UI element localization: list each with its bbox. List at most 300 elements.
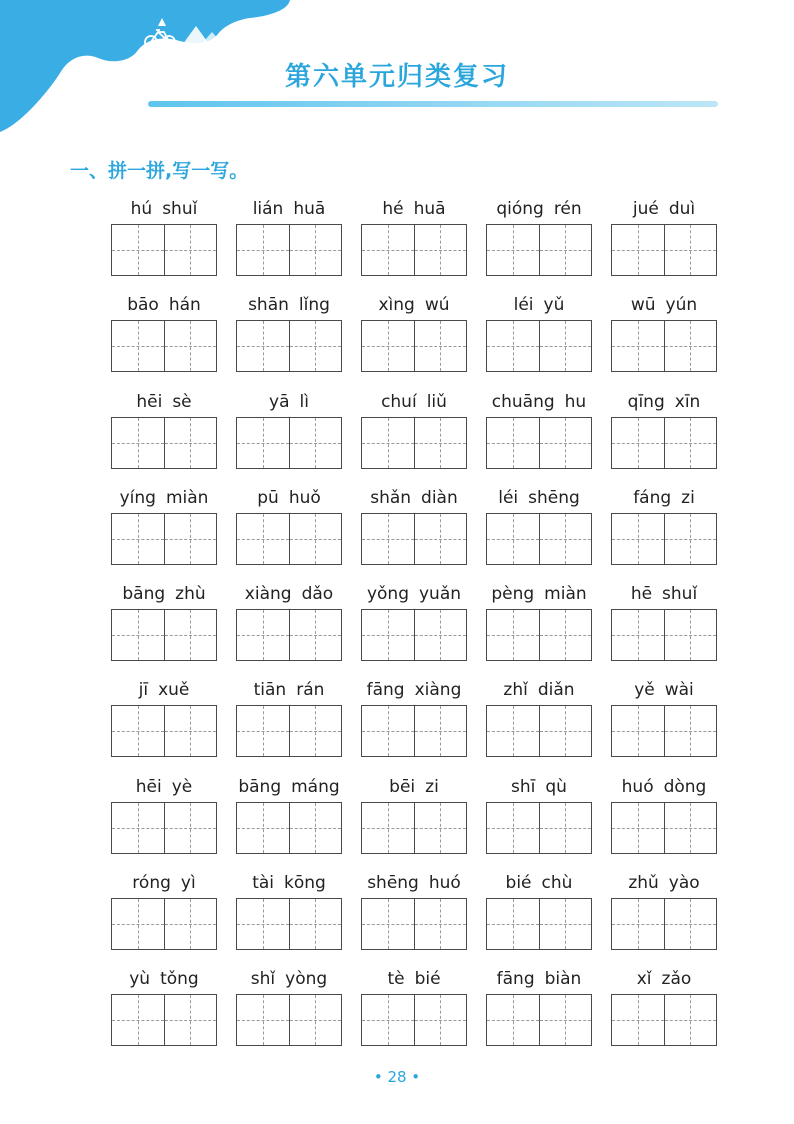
tianzige-cell[interactable]: [164, 418, 217, 468]
pinyin-syllable: shuǐ: [162, 199, 198, 219]
tianzige-cell[interactable]: [414, 995, 467, 1045]
exercise-item: [610, 196, 718, 292]
tianzige-cell[interactable]: [539, 706, 592, 756]
writing-box[interactable]: [486, 802, 592, 854]
tianzige-cell[interactable]: [487, 706, 539, 756]
pinyin-syllable: sè: [172, 391, 192, 412]
tianzige-cell[interactable]: [612, 418, 664, 468]
pinyin-syllable: chuāng: [491, 391, 555, 412]
writing-box[interactable]: [486, 609, 592, 661]
pinyin-syllable: chù: [541, 873, 573, 894]
tianzige-cell[interactable]: [237, 514, 289, 564]
pinyin-label: [610, 196, 718, 222]
pinyin-syllable: fāng: [366, 680, 405, 701]
tianzige-cell[interactable]: [289, 995, 342, 1045]
exercise-item: [485, 870, 593, 966]
exercise-item: [110, 870, 218, 966]
exercise-item: [110, 292, 218, 388]
writing-box[interactable]: [486, 513, 592, 565]
tianzige-cell[interactable]: [539, 899, 592, 949]
writing-box[interactable]: [611, 417, 717, 469]
tianzige-cell[interactable]: [539, 321, 592, 371]
writing-box[interactable]: [611, 513, 717, 565]
pinyin-syllable: qióng: [496, 199, 544, 219]
tianzige-cell[interactable]: [289, 514, 342, 564]
exercise-item: [235, 966, 343, 1062]
tianzige-cell[interactable]: [112, 225, 164, 275]
exercise-item: [235, 774, 343, 870]
pinyin-syllable: shǐ: [250, 969, 276, 990]
exercise-item: [110, 389, 218, 485]
tianzige-cell[interactable]: [612, 803, 664, 853]
tianzige-cell[interactable]: [539, 514, 592, 564]
pinyin-syllable: wài: [664, 680, 694, 701]
writing-box[interactable]: [611, 994, 717, 1046]
pinyin-syllable: zhǔ: [628, 873, 659, 894]
pinyin-label: [485, 196, 593, 222]
tianzige-cell[interactable]: [612, 899, 664, 949]
page-title: 第六单元归类复习: [284, 62, 509, 92]
writing-box[interactable]: [111, 320, 217, 372]
tianzige-cell[interactable]: [237, 706, 289, 756]
pinyin-label: [110, 581, 218, 607]
tianzige-cell[interactable]: [414, 418, 467, 468]
tianzige-cell[interactable]: [362, 995, 414, 1045]
tianzige-cell[interactable]: [539, 418, 592, 468]
exercise-item: [360, 389, 468, 485]
writing-box[interactable]: [236, 994, 342, 1046]
writing-box[interactable]: [111, 417, 217, 469]
pinyin-syllable: yè: [171, 776, 193, 797]
pinyin-syllable: kōng: [284, 873, 326, 894]
tianzige-cell[interactable]: [487, 321, 539, 371]
writing-box[interactable]: [486, 224, 592, 276]
tianzige-cell[interactable]: [237, 899, 289, 949]
tianzige-cell[interactable]: [237, 418, 289, 468]
exercise-item: [360, 485, 468, 581]
pinyin-syllable: dòng: [663, 776, 707, 797]
tianzige-cell[interactable]: [414, 610, 467, 660]
exercise-item: [235, 581, 343, 677]
writing-box[interactable]: [486, 994, 592, 1046]
tianzige-cell[interactable]: [414, 706, 467, 756]
pinyin-label: [360, 389, 468, 415]
pinyin-syllable: yuǎn: [419, 584, 462, 605]
writing-box[interactable]: [236, 609, 342, 661]
tianzige-cell[interactable]: [362, 225, 414, 275]
exercise-item: [485, 292, 593, 388]
pinyin-label: [110, 389, 218, 415]
exercise-item: [235, 389, 343, 485]
pinyin-syllable: lǐng: [298, 295, 330, 316]
pinyin-label: [360, 774, 468, 800]
pinyin-syllable: léi: [513, 295, 534, 316]
pinyin-label: [110, 870, 218, 896]
pinyin-syllable: chuí: [381, 391, 417, 412]
pinyin-label: [360, 196, 468, 222]
writing-box[interactable]: [236, 224, 342, 276]
pinyin-label: [235, 870, 343, 896]
pinyin-syllable: huó: [621, 776, 654, 797]
writing-box[interactable]: [111, 994, 217, 1046]
pinyin-syllable: fāng: [496, 969, 535, 990]
pinyin-label: [110, 292, 218, 318]
pinyin-syllable: wú: [424, 295, 450, 316]
tianzige-cell[interactable]: [289, 706, 342, 756]
writing-box[interactable]: [361, 705, 467, 757]
writing-box[interactable]: [361, 320, 467, 372]
tianzige-cell[interactable]: [362, 803, 414, 853]
pinyin-syllable: shǎn: [370, 487, 412, 508]
pinyin-syllable: rán: [296, 680, 325, 701]
tianzige-cell[interactable]: [237, 610, 289, 660]
pinyin-syllable: shuǐ: [662, 584, 698, 605]
writing-box[interactable]: [611, 609, 717, 661]
exercise-item: [110, 774, 218, 870]
tianzige-cell[interactable]: [362, 321, 414, 371]
pinyin-label: [110, 677, 218, 703]
pinyin-label: [360, 581, 468, 607]
tianzige-cell[interactable]: [164, 899, 217, 949]
pinyin-syllable: máng: [291, 776, 340, 797]
pinyin-label: [610, 966, 718, 992]
pinyin-syllable: bāng: [122, 584, 166, 605]
pinyin-syllable: hu: [564, 391, 587, 412]
writing-box[interactable]: [611, 705, 717, 757]
pinyin-syllable: shēng: [367, 873, 419, 894]
exercise-item: [610, 966, 718, 1062]
pinyin-syllable: hú: [130, 199, 153, 219]
tianzige-cell[interactable]: [664, 899, 717, 949]
tianzige-cell[interactable]: [164, 803, 217, 853]
exercise-item: [485, 581, 593, 677]
pinyin-syllable: bié: [505, 873, 532, 894]
writing-box[interactable]: [361, 417, 467, 469]
pinyin-syllable: qīng: [627, 391, 665, 412]
exercise-item: [360, 292, 468, 388]
pinyin-syllable: yǒng: [366, 584, 409, 605]
pinyin-label: [110, 196, 218, 222]
tianzige-cell[interactable]: [414, 321, 467, 371]
pinyin-syllable: yòng: [285, 969, 328, 990]
tianzige-cell[interactable]: [664, 418, 717, 468]
tianzige-cell[interactable]: [289, 803, 342, 853]
tianzige-cell[interactable]: [487, 899, 539, 949]
tianzige-cell[interactable]: [237, 803, 289, 853]
writing-box[interactable]: [361, 802, 467, 854]
pinyin-syllable: yào: [668, 873, 700, 894]
exercise-grid: [110, 196, 722, 1063]
writing-box[interactable]: [236, 417, 342, 469]
pinyin-syllable: biàn: [544, 969, 582, 990]
pinyin-syllable: róng: [132, 873, 171, 894]
pinyin-label: [235, 485, 343, 511]
pinyin-syllable: duì: [668, 199, 696, 219]
pinyin-syllable: bēi: [389, 776, 416, 797]
pinyin-label: [235, 966, 343, 992]
tianzige-cell[interactable]: [664, 514, 717, 564]
tianzige-cell[interactable]: [164, 321, 217, 371]
writing-box[interactable]: [611, 802, 717, 854]
pinyin-syllable: diàn: [421, 487, 458, 508]
pinyin-label: [360, 677, 468, 703]
tianzige-cell[interactable]: [237, 321, 289, 371]
tianzige-cell[interactable]: [487, 803, 539, 853]
writing-box[interactable]: [611, 898, 717, 950]
pinyin-syllable: bié: [414, 969, 441, 990]
pinyin-label: [485, 774, 593, 800]
pinyin-syllable: liǔ: [426, 391, 447, 412]
tianzige-cell[interactable]: [612, 995, 664, 1045]
tianzige-cell[interactable]: [164, 995, 217, 1045]
writing-box[interactable]: [361, 609, 467, 661]
pinyin-label: [360, 485, 468, 511]
pinyin-label: [485, 677, 593, 703]
pinyin-syllable: huǒ: [288, 487, 321, 508]
pinyin-syllable: xǐ: [636, 969, 652, 990]
exercise-item: [485, 389, 593, 485]
pinyin-syllable: léi: [498, 487, 519, 508]
tianzige-cell[interactable]: [164, 225, 217, 275]
writing-box[interactable]: [236, 802, 342, 854]
writing-box[interactable]: [111, 609, 217, 661]
writing-box[interactable]: [486, 417, 592, 469]
pinyin-syllable: bāo: [127, 295, 159, 316]
pinyin-label: [485, 966, 593, 992]
pinyin-syllable: xiàng: [414, 680, 462, 701]
tianzige-cell[interactable]: [539, 995, 592, 1045]
tianzige-cell[interactable]: [487, 514, 539, 564]
tianzige-cell[interactable]: [664, 321, 717, 371]
writing-box[interactable]: [236, 320, 342, 372]
tianzige-cell[interactable]: [112, 321, 164, 371]
tianzige-cell[interactable]: [612, 321, 664, 371]
writing-box[interactable]: [111, 705, 217, 757]
pinyin-syllable: xīn: [674, 391, 701, 412]
exercise-item: [235, 196, 343, 292]
exercise-item: [110, 677, 218, 773]
exercise-item: [235, 485, 343, 581]
writing-box[interactable]: [111, 898, 217, 950]
pinyin-syllable: huā: [413, 199, 446, 219]
pinyin-label: [235, 292, 343, 318]
tianzige-cell[interactable]: [487, 418, 539, 468]
exercise-item: [610, 870, 718, 966]
tianzige-cell[interactable]: [112, 418, 164, 468]
pinyin-syllable: xuě: [158, 680, 190, 701]
pinyin-label: [110, 966, 218, 992]
exercise-item: [360, 966, 468, 1062]
pinyin-label: [360, 292, 468, 318]
writing-box[interactable]: [361, 513, 467, 565]
tianzige-cell[interactable]: [612, 225, 664, 275]
exercise-item: [360, 581, 468, 677]
pinyin-syllable: pū: [257, 487, 279, 508]
pinyin-label: [610, 677, 718, 703]
tianzige-cell[interactable]: [612, 514, 664, 564]
pinyin-syllable: lì: [299, 391, 309, 412]
tianzige-cell[interactable]: [362, 899, 414, 949]
exercise-item: [485, 485, 593, 581]
tianzige-cell[interactable]: [362, 610, 414, 660]
pinyin-syllable: zi: [681, 487, 695, 508]
tianzige-cell[interactable]: [112, 610, 164, 660]
tianzige-cell[interactable]: [487, 610, 539, 660]
pinyin-label: [610, 774, 718, 800]
tianzige-cell[interactable]: [664, 706, 717, 756]
exercise-item: [360, 870, 468, 966]
exercise-item: [110, 196, 218, 292]
pinyin-label: [610, 485, 718, 511]
exercise-item: [110, 966, 218, 1062]
tianzige-cell[interactable]: [362, 514, 414, 564]
pinyin-label: [610, 389, 718, 415]
pinyin-syllable: yě: [634, 680, 655, 701]
pinyin-syllable: huā: [293, 199, 326, 219]
pinyin-label: [235, 581, 343, 607]
pinyin-syllable: jué: [632, 199, 659, 219]
pinyin-syllable: shān: [248, 295, 289, 316]
tianzige-cell[interactable]: [289, 899, 342, 949]
pinyin-syllable: dǎo: [301, 584, 334, 605]
page-number: • 28 •: [373, 1068, 421, 1086]
pinyin-syllable: diǎn: [537, 680, 575, 701]
exercise-item: [610, 581, 718, 677]
tianzige-cell[interactable]: [112, 899, 164, 949]
tianzige-cell[interactable]: [414, 899, 467, 949]
pinyin-label: [610, 870, 718, 896]
tianzige-cell[interactable]: [664, 225, 717, 275]
pinyin-label: [235, 774, 343, 800]
tianzige-cell[interactable]: [539, 610, 592, 660]
pinyin-syllable: hēi: [136, 391, 163, 412]
tianzige-cell[interactable]: [164, 706, 217, 756]
tianzige-cell[interactable]: [539, 803, 592, 853]
pinyin-syllable: hé: [382, 199, 404, 219]
tianzige-cell[interactable]: [112, 995, 164, 1045]
pinyin-label: [485, 389, 593, 415]
exercise-item: [110, 581, 218, 677]
tianzige-cell[interactable]: [289, 225, 342, 275]
pinyin-label: [485, 292, 593, 318]
pinyin-syllable: tài: [252, 873, 274, 894]
writing-box[interactable]: [361, 994, 467, 1046]
tianzige-cell[interactable]: [664, 803, 717, 853]
tianzige-cell[interactable]: [289, 418, 342, 468]
pinyin-syllable: yā: [269, 391, 290, 412]
pinyin-syllable: lián: [252, 199, 284, 219]
pinyin-syllable: hēi: [135, 776, 162, 797]
writing-box[interactable]: [611, 224, 717, 276]
writing-box[interactable]: [361, 898, 467, 950]
writing-box[interactable]: [486, 320, 592, 372]
pinyin-syllable: qù: [545, 776, 567, 797]
exercise-item: [485, 966, 593, 1062]
exercise-item: [360, 677, 468, 773]
writing-box[interactable]: [111, 802, 217, 854]
pinyin-syllable: bāng: [238, 776, 282, 797]
title-underline: [148, 101, 718, 107]
exercise-item: [235, 292, 343, 388]
writing-box[interactable]: [611, 320, 717, 372]
pinyin-syllable: tè: [387, 969, 405, 990]
tianzige-cell[interactable]: [414, 803, 467, 853]
tianzige-cell[interactable]: [664, 610, 717, 660]
writing-box[interactable]: [486, 705, 592, 757]
pinyin-syllable: tiān: [253, 680, 287, 701]
pinyin-syllable: yún: [665, 295, 698, 316]
writing-box[interactable]: [361, 224, 467, 276]
section-title: 一、拼一拼,写一写。: [70, 160, 249, 182]
pinyin-syllable: hán: [168, 295, 201, 316]
tianzige-cell[interactable]: [237, 995, 289, 1045]
tianzige-cell[interactable]: [112, 803, 164, 853]
exercise-item: [235, 870, 343, 966]
pinyin-syllable: xiàng: [244, 584, 292, 605]
tianzige-cell[interactable]: [414, 225, 467, 275]
tianzige-cell[interactable]: [362, 418, 414, 468]
tianzige-cell[interactable]: [362, 706, 414, 756]
pinyin-syllable: yù: [129, 969, 151, 990]
tianzige-cell[interactable]: [164, 514, 217, 564]
writing-box[interactable]: [111, 224, 217, 276]
tianzige-cell[interactable]: [664, 995, 717, 1045]
tianzige-cell[interactable]: [612, 706, 664, 756]
writing-box[interactable]: [486, 898, 592, 950]
exercise-item: [485, 677, 593, 773]
pinyin-label: [610, 581, 718, 607]
writing-box[interactable]: [236, 513, 342, 565]
tianzige-cell[interactable]: [414, 514, 467, 564]
exercise-item: [610, 774, 718, 870]
exercise-item: [235, 677, 343, 773]
writing-box[interactable]: [236, 898, 342, 950]
exercise-item: [610, 677, 718, 773]
exercise-item: [610, 389, 718, 485]
pinyin-syllable: zi: [425, 776, 439, 797]
pinyin-label: [360, 966, 468, 992]
pinyin-syllable: hē: [630, 584, 653, 605]
pinyin-syllable: yǔ: [543, 295, 565, 316]
tianzige-cell[interactable]: [164, 610, 217, 660]
tianzige-cell[interactable]: [112, 514, 164, 564]
pinyin-syllable: wū: [630, 295, 656, 316]
pinyin-syllable: zǎo: [661, 969, 692, 990]
pinyin-label: [110, 485, 218, 511]
tianzige-cell[interactable]: [289, 321, 342, 371]
tianzige-cell[interactable]: [487, 995, 539, 1045]
pinyin-syllable: shī: [511, 776, 536, 797]
pinyin-syllable: jī: [138, 680, 149, 701]
tianzige-cell[interactable]: [237, 225, 289, 275]
tianzige-cell[interactable]: [487, 225, 539, 275]
pinyin-label: [485, 485, 593, 511]
exercise-item: [110, 485, 218, 581]
pinyin-syllable: rén: [553, 199, 582, 219]
pinyin-syllable: zhǐ: [503, 680, 528, 701]
exercise-item: [485, 196, 593, 292]
tianzige-cell[interactable]: [289, 610, 342, 660]
writing-box[interactable]: [111, 513, 217, 565]
pinyin-syllable: yíng: [119, 487, 156, 508]
tianzige-cell[interactable]: [612, 610, 664, 660]
pinyin-syllable: fáng: [633, 487, 672, 508]
pinyin-syllable: tǒng: [160, 969, 199, 990]
tianzige-cell[interactable]: [112, 706, 164, 756]
writing-box[interactable]: [236, 705, 342, 757]
tianzige-cell[interactable]: [539, 225, 592, 275]
pinyin-syllable: zhù: [175, 584, 206, 605]
